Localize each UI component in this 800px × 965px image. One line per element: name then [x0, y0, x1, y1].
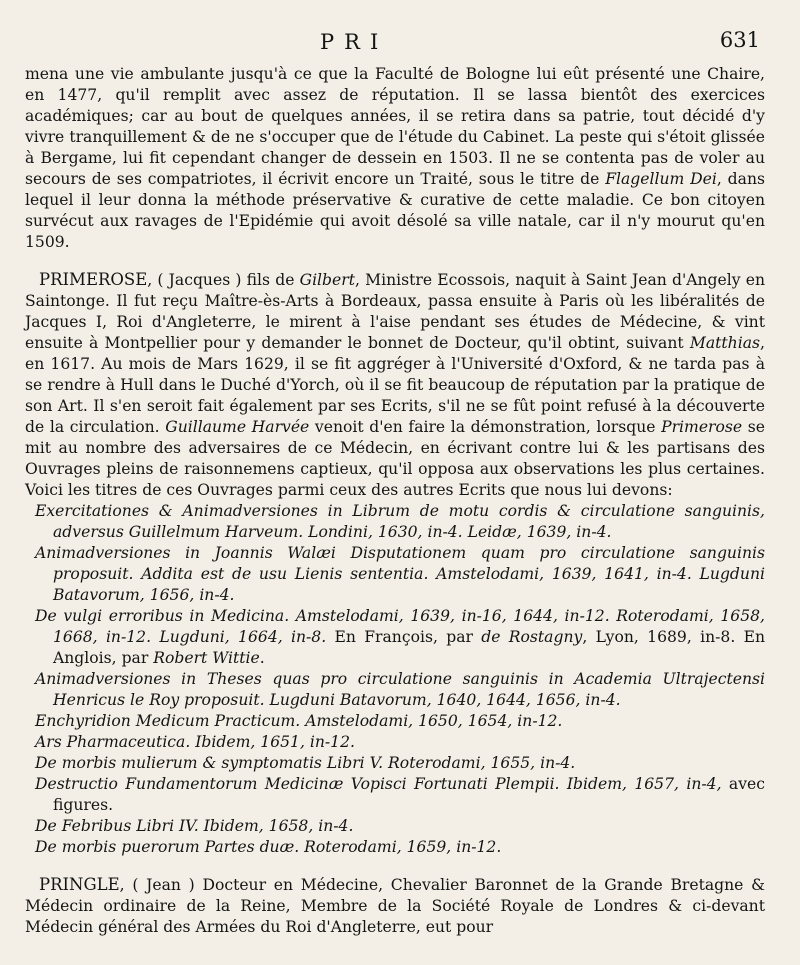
italic-name: Primerose	[661, 418, 743, 436]
entry-name: PRIMEROSE	[39, 270, 148, 289]
work-item: De Febribus Libri IV. Ibidem, 1658, in-4.	[35, 817, 354, 835]
italic-name: Guillaume Harvée	[165, 418, 310, 436]
running-title: PRI	[320, 30, 389, 54]
page-number: 631	[719, 28, 760, 52]
work-item: Exercitationes & Animadversiones in Librum de motu cordis & circulatione sanguinis, adversus Guillelmum Harveum. Londini, 1630, in-4. Leidæ, 1639, in-4.	[35, 502, 765, 541]
work-item: De morbis puerorum Partes duæ. Roterodami, 1659, in-12.	[35, 838, 502, 856]
text-run: , dans lequel il leur donna la méthode préservative & curative de cette maladie. Ce bon citoyen survécut aux ravages de l'Epidémie qui avoit désolé sa ville natale, car il n'y mourut qu'en 1509.	[25, 170, 765, 251]
paragraph-continuation	[25, 64, 765, 253]
text-run: venoit d'en faire la démonstration, lorsque	[309, 418, 662, 436]
page-header	[0, 24, 800, 54]
text-run: , ( Jean ) Docteur en Médecine, Chevalier Baronnet de la Grande Bretagne & Médecin ordinaire de la Reine, Membre de la Société Royale de Londres & ci-devant Médecin général des Armées du Roi d'Angleterre, eut pour	[25, 876, 765, 936]
works-list	[25, 501, 765, 858]
work-item: Destructio Fundamentorum Medicinæ Vopisci Fortunati Plempii. Ibidem, 1657, in-4, avec figures.	[35, 775, 765, 814]
work-item: Animadversiones in Theses quas pro circulatione sanguinis in Academia Ultrajectensi Henricus le Roy proposuit. Lugduni Batavorum, 1640, 1644, 1656, in-4.	[35, 670, 765, 709]
entry-primerose	[25, 269, 765, 501]
text-run: , en 1617. Au mois de Mars 1629, il se fit aggréger à l'Université d'Oxford, & ne tarda pas à se rendre à Hull dans le Duché d'Yorch, où il se fit beaucoup de réputation par la pratique de son Art. Il s'en seroit fait également par ses Ecrits, s'il ne se fût point refusé à la découverte de la circulation.	[25, 334, 765, 436]
text-run: mena une vie ambulante jusqu'à ce que la Faculté de Bologne lui eût présenté une Chaire, en 1477, qu'il remplit avec assez de réputation. Il se lassa bientôt des exercices académiques; car au bout de quelques années, il se retira dans sa patrie, tout décidé d'y vivre tranquillement & de ne s'occuper que de l'étude du Cabinet. La peste qui s'étoit glissée à Bergame, lui fit cependant changer de dessein en 1503. Il ne se contenta pas de voler au secours de ses compatriotes, il écrivit encore un Traité, sous le titre de	[25, 65, 765, 188]
text-run: , ( Jacques ) fils de	[147, 271, 300, 289]
text-run: se mit au nombre des adversaires de ce Médecin, en écrivant contre lui & les partisans des Ouvrages pleins de raisonnemens captieux, qu'il opposa aux observations les plus certaines. Voici les titres de ces Ouvrages parmi ceux des autres Ecrits que nous lui devons:	[25, 418, 765, 499]
entry-pringle	[25, 874, 765, 938]
entry-name: PRINGLE	[39, 875, 120, 894]
work-item: De morbis mulierum & symptomatis Libri V. Roterodami, 1655, in-4.	[35, 754, 576, 772]
italic-title: Flagellum Dei	[605, 170, 717, 188]
work-item: Ars Pharmaceutica. Ibidem, 1651, in-12.	[35, 733, 355, 751]
work-item: Enchyridion Medicum Practicum. Amstelodami, 1650, 1654, in-12.	[35, 712, 563, 730]
italic-name: Matthias	[689, 334, 761, 352]
text-run: , Ministre Ecossois, naquit à Saint Jean d'Angely en Saintonge. Il fut reçu Maître-ès-Arts à Bordeaux, passa ensuite à Paris où les libéralités de Jacques I, Roi d'Angleterre, le mirent à l'aise pendant ses études de Médecine, & vint ensuite à Montpellier pour y demander le bonnet de Docteur, qu'il obtint, suivant	[25, 271, 765, 352]
italic-name: Gilbert	[299, 271, 355, 289]
work-item: Animadversiones in Joannis Walæi Disputationem quam pro circulatione sanguinis proposuit. Addita est de usu Lienis sententia. Amstelodami, 1639, 1641, in-4. Lugduni Batavorum, 1656, in-4.	[35, 544, 765, 604]
page-body	[25, 64, 765, 938]
work-item: De vulgi erroribus in Medicina. Amstelodami, 1639, in-16, 1644, in-12. Roterodami, 1658, 1668, in-12. Lugduni, 1664, in-8. En François, par de Rostagny, Lyon, 1689, in-8. En Anglois, par Robert Wittie.	[35, 607, 766, 667]
